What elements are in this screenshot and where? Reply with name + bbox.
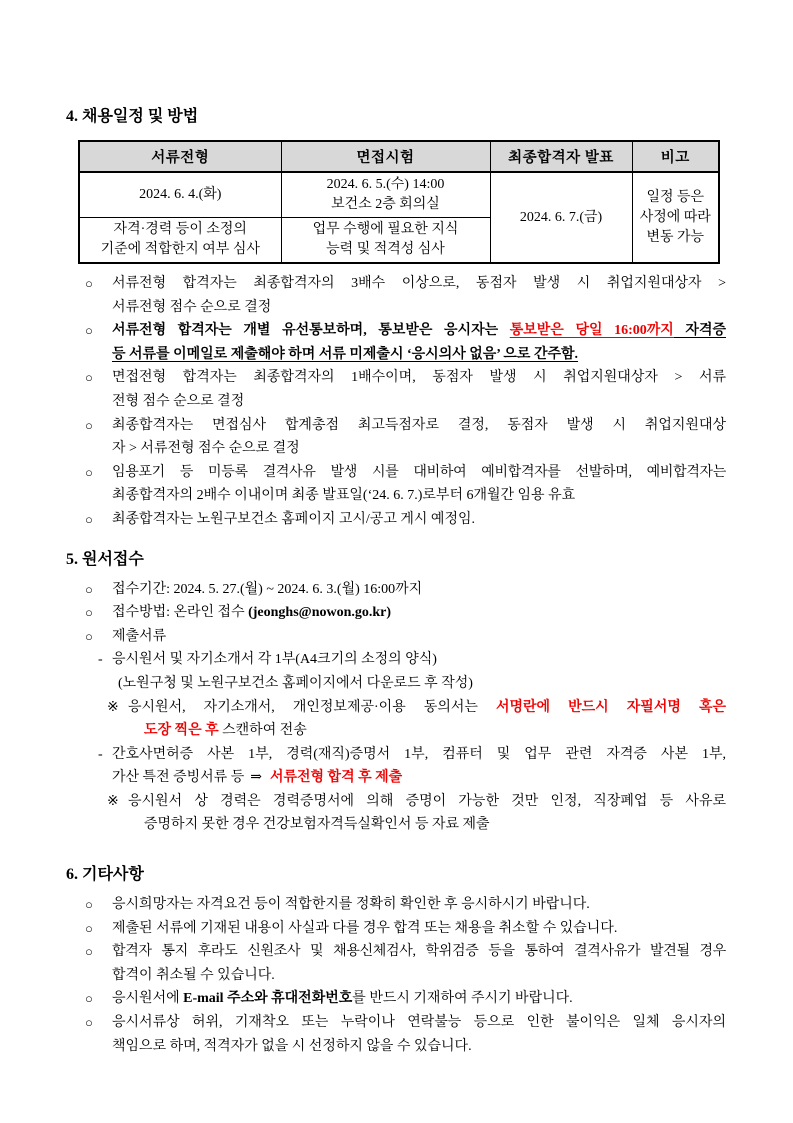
text-line: 최종합격자의 2배수 이내이며 최종 발표일(‘24. 6. 7.)로부터 6개월간 임용 유효 bbox=[112, 488, 576, 504]
text-line: 증명하지 못한 경우 건강보험자격득실확인서 등 자료 제출 bbox=[144, 817, 490, 833]
remark-cell bbox=[632, 172, 719, 263]
circle-bullet-icon: ○ bbox=[85, 581, 93, 597]
list-item bbox=[66, 414, 726, 461]
list-item bbox=[66, 940, 726, 987]
list-item bbox=[66, 578, 726, 602]
text-run: 자격증 bbox=[673, 323, 726, 339]
text-line bbox=[144, 719, 726, 743]
reference-mark-icon: ※ bbox=[107, 699, 119, 715]
final-announcement-date-cell: 2024. 6. 7.(금) bbox=[490, 172, 632, 263]
document-screening-date-cell: 2024. 6. 4.(화) bbox=[79, 172, 281, 218]
submit-after-pass-highlight: 서류전형 합격 후 제출 bbox=[269, 770, 403, 786]
text-line: 전형 점수 순으로 결정 bbox=[112, 393, 245, 409]
desc-line: 기준에 적합한지 여부 심사 bbox=[100, 242, 260, 257]
text-line: 서류전형 점수 순으로 결정 bbox=[112, 299, 272, 315]
text-line: 임용포기 등 미등록 결격사유 발생 시를 대비하여 예비합격자를 선발하며, 예비합격자는 bbox=[112, 464, 726, 480]
section-4-list bbox=[66, 272, 726, 532]
list-item bbox=[66, 319, 726, 366]
dash-bullet-icon: - bbox=[98, 746, 103, 762]
text-run: 등 서류를 이메일로 제출해야 하며 서류 미제출시 ‘응시의사 없음’ 으로 간주함. bbox=[112, 346, 579, 362]
desc-line: 능력 및 적격성 심사 bbox=[326, 242, 445, 257]
table-header-row bbox=[79, 141, 719, 172]
circle-bullet-icon: ○ bbox=[85, 944, 93, 960]
recruitment-schedule-table bbox=[78, 140, 720, 264]
circle-bullet-icon: ○ bbox=[85, 605, 93, 621]
circle-bullet-icon: ○ bbox=[85, 1015, 93, 1031]
section-6-list bbox=[66, 893, 726, 1058]
text-line: 면접전형 합격자는 최종합격자의 1배수이며, 동점자 발생 시 취업지원대상자 > 서류 bbox=[112, 370, 726, 386]
list-item bbox=[66, 601, 726, 625]
text-line: 응시서류상 허위, 기재착오 또는 누락이나 연락불능 등으로 인한 불이익은 일체 응시자의 bbox=[112, 1015, 726, 1031]
text-line: 응시희망자는 자격요건 등이 적합한지를 정확히 확인한 후 응시하시기 바랍니다. bbox=[112, 897, 590, 913]
page-content bbox=[66, 0, 726, 1058]
text-line bbox=[112, 766, 726, 790]
text-run: 응시원서, 자기소개서, 개인정보제공·이용 동의서는 bbox=[128, 699, 496, 715]
circle-bullet-icon: ○ bbox=[85, 464, 93, 480]
circle-bullet-icon: ○ bbox=[85, 920, 93, 936]
text-line bbox=[112, 601, 726, 625]
contact-info-highlight: E-mail 주소와 휴대전화번호 bbox=[183, 991, 353, 1007]
list-item bbox=[66, 893, 726, 917]
text-line: 간호사면허증 사본 1부, 경력(재직)증명서 1부, 컴퓨터 및 업무 관련 자격증 사본 1부, bbox=[112, 746, 726, 762]
text-run: 를 반드시 기재하여 주시기 바랍니다. bbox=[352, 991, 573, 1007]
text-run: 접수방법: 온라인 접수 bbox=[112, 605, 249, 621]
circle-bullet-icon: ○ bbox=[85, 897, 93, 913]
section-6-title: 6. 기타사항 bbox=[66, 866, 144, 884]
text-line: 책임으로 하며, 적격자가 없을 시 선정하지 않을 수 있습니다. bbox=[112, 1038, 472, 1054]
text-line: (노원구청 및 노원구보건소 홈페이지에서 다운로드 후 작성) bbox=[118, 675, 473, 691]
text-line: 제출서류 bbox=[112, 628, 167, 644]
interview-desc-cell bbox=[281, 218, 490, 264]
text-run: 스캔하여 전송 bbox=[218, 723, 307, 739]
remark-line: 변동 가능 bbox=[646, 229, 705, 245]
interview-date-line: 2024. 6. 5.(수) 14:00 bbox=[326, 177, 445, 192]
section-4-title: 4. 채용일정 및 방법 bbox=[66, 108, 199, 125]
signature-warning-highlight: 도장 찍은 후 bbox=[144, 723, 219, 739]
text-line: 응시원서 및 자기소개서 각 1부(A4크기의 소정의 양식) bbox=[112, 652, 437, 668]
text-line: 응시원서 상 경력은 경력증명서에 의해 증명이 가능한 것만 인정, 직장폐업 등 사유로 bbox=[128, 793, 726, 809]
text-run: 응시원서에 bbox=[112, 991, 184, 1007]
note-item bbox=[66, 790, 726, 837]
sub-list-item bbox=[66, 648, 726, 695]
note-item bbox=[66, 696, 726, 743]
text-line bbox=[112, 343, 726, 367]
list-item bbox=[66, 366, 726, 413]
remark-line: 사정에 따라 bbox=[639, 209, 711, 225]
list-item bbox=[66, 461, 726, 508]
reference-mark-icon: ※ bbox=[107, 793, 119, 809]
text-line: 서류전형 합격자는 최종합격자의 3배수 이상으로, 동점자 발생 시 취업지원대상자 > bbox=[112, 276, 726, 291]
section-5-title: 5. 원서접수 bbox=[66, 550, 144, 568]
text-line: 합격자 통지 후라도 신원조사 및 채용신체검사, 학위검증 등을 통하여 결격사유가 발견될 경우 bbox=[112, 944, 726, 960]
col-header-interview-exam: 면접시험 bbox=[281, 141, 490, 172]
circle-bullet-icon: ○ bbox=[85, 628, 93, 644]
list-item bbox=[66, 1011, 726, 1058]
circle-bullet-icon: ○ bbox=[85, 323, 93, 339]
signature-warning-highlight: 서명란에 반드시 자필서명 혹은 bbox=[495, 699, 727, 715]
text-run: 서류전형 합격자는 개별 유선통보하며, 통보받은 응시자는 bbox=[112, 323, 510, 339]
list-item bbox=[66, 272, 726, 319]
text-line: 최종합격자는 노원구보건소 홈페이지 고시/공고 게시 예정임. bbox=[112, 511, 475, 527]
circle-bullet-icon: ○ bbox=[85, 276, 93, 291]
text-line bbox=[112, 987, 726, 1011]
remark-line: 일정 등은 bbox=[646, 189, 705, 205]
double-arrow-icon: ⇒ bbox=[250, 770, 262, 786]
dash-bullet-icon: - bbox=[98, 652, 103, 668]
section-5-list bbox=[66, 578, 726, 838]
text-line bbox=[112, 319, 726, 343]
circle-bullet-icon: ○ bbox=[85, 370, 93, 386]
text-run: 가산 특전 증빙서류 등 bbox=[112, 770, 245, 786]
sub-list-item bbox=[66, 743, 726, 790]
text-line bbox=[128, 696, 726, 720]
list-item bbox=[66, 987, 726, 1011]
email-address: (jeonghs@nowon.go.kr) bbox=[248, 605, 392, 621]
circle-bullet-icon: ○ bbox=[85, 991, 93, 1007]
col-header-remark: 비고 bbox=[632, 141, 719, 172]
table-row bbox=[79, 172, 719, 218]
col-header-final-announcement: 최종합격자 발표 bbox=[490, 141, 632, 172]
document-screening-desc-cell bbox=[79, 218, 281, 264]
interview-place-line: 보건소 2층 회의실 bbox=[331, 197, 440, 212]
list-item bbox=[66, 917, 726, 941]
list-item bbox=[66, 625, 726, 649]
text-line: 합격이 취소될 수 있습니다. bbox=[112, 967, 275, 983]
text-line: 접수기간: 2024. 5. 27.(월) ~ 2024. 6. 3.(월) 16:00까지 bbox=[112, 581, 423, 597]
text-line: 최종합격자는 면접심사 합계총점 최고득점자로 결정, 동점자 발생 시 취업지원대상 bbox=[112, 417, 726, 433]
desc-line: 업무 수행에 필요한 지식 bbox=[312, 222, 459, 237]
text-line: 자 > 서류전형 점수 순으로 결정 bbox=[112, 441, 300, 457]
deadline-highlight: 통보받은 당일 16:00까지 bbox=[509, 323, 674, 339]
col-header-document-screening: 서류전형 bbox=[79, 141, 281, 172]
circle-bullet-icon: ○ bbox=[85, 511, 93, 527]
list-item bbox=[66, 508, 726, 532]
circle-bullet-icon: ○ bbox=[85, 417, 93, 433]
text-line: 제출된 서류에 기재된 내용이 사실과 다를 경우 합격 또는 채용을 취소할 수 있습니다. bbox=[112, 920, 618, 936]
interview-datetime-cell bbox=[281, 172, 490, 218]
desc-line: 자격·경력 등이 소정의 bbox=[113, 222, 247, 237]
